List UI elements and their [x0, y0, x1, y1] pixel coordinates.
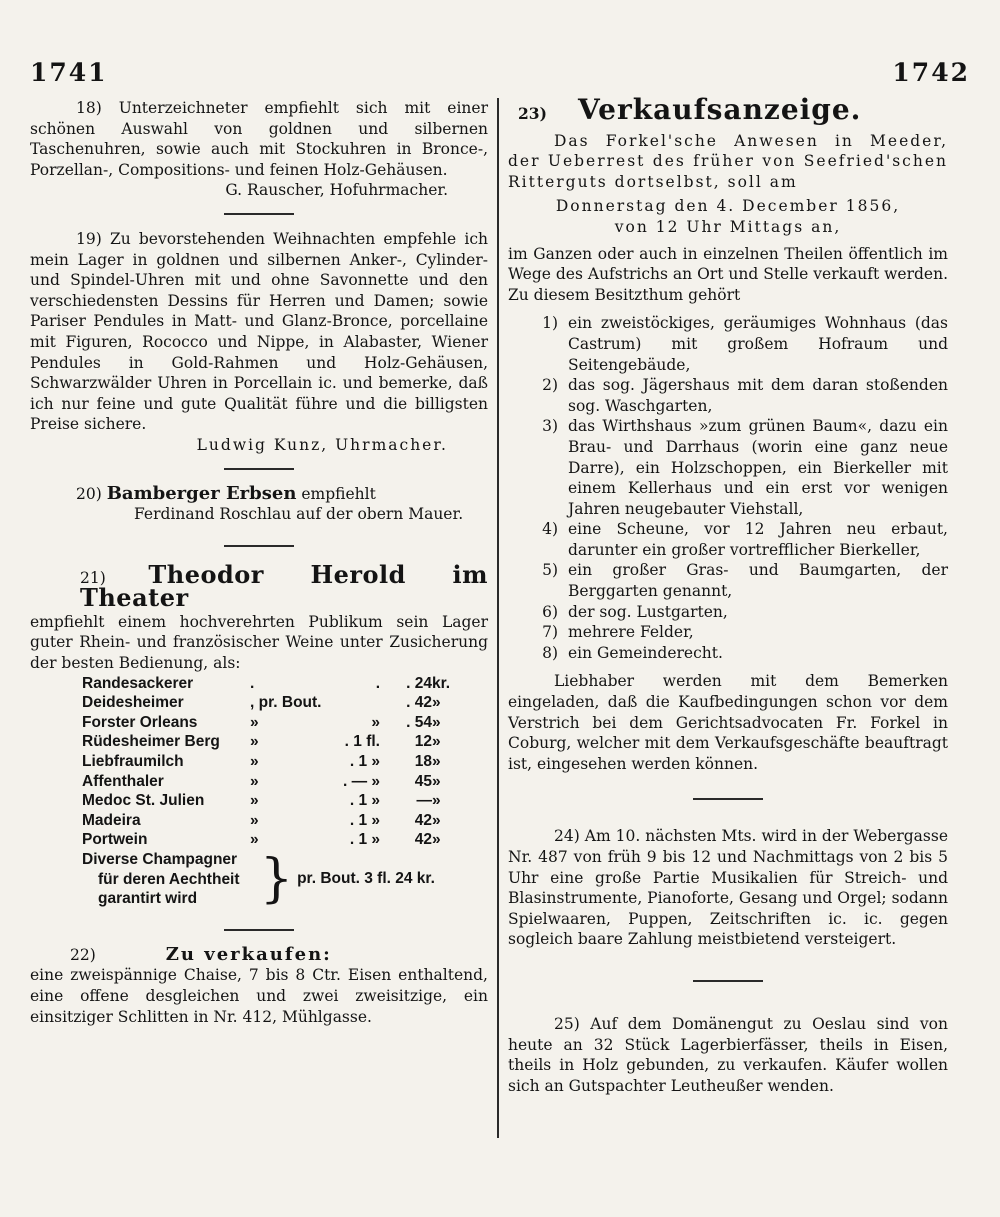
- wine-col1: »: [250, 733, 259, 751]
- wine-unit: »: [432, 733, 441, 751]
- property-item: [508, 602, 948, 623]
- property-item-number: 3): [542, 417, 558, 436]
- separator: [224, 929, 294, 931]
- ad-25: [508, 1014, 948, 1096]
- property-item-text: ein zweistöckiges, geräumiges Wohnhaus (das Castrum) mit großem Hofraum und Seitengebäude,: [568, 314, 948, 374]
- wine-row: [82, 791, 462, 811]
- wine-col2: . 1 »: [349, 831, 380, 849]
- wine-col1: , pr. Bout.: [250, 694, 322, 712]
- ad-23-intro: Das Forkel'sche Anwesen in Meeder, der Ueberrest des früher von Seefried'schen Ritterguts dortselbst, soll am: [508, 131, 948, 191]
- ad-21-text: empfiehlt einem hochverehrten Publikum sein Lager guter Rhein- und französischer Weine unter Zusicherung der besten Bedienung, als:: [30, 612, 488, 673]
- wine-name: Affenthaler: [82, 772, 164, 790]
- ad-20-number: 20): [76, 484, 102, 503]
- ad-23-heading: [508, 93, 948, 126]
- ad-24-body: Am 10. nächsten Mts. wird in der Webergasse Nr. 487 von früh 9 bis 12 und Nachmittags von 2 bis 5 Uhr eine große Partie Musikalien für Streich- und Blasinstrumente, Pianoforte, Gesang und Orgel; sodann Spielwaaren, Puppen, Zeitschriften ic. ic. gegen sogleich baare Zahlung meistbietend versteigert.: [508, 827, 948, 949]
- wine-col3: 18: [414, 753, 432, 771]
- property-item-text: das sog. Jägershaus mit dem daran stoßenden sog. Waschgarten,: [568, 376, 948, 415]
- property-item: [508, 416, 948, 519]
- brace-glyph: }: [260, 849, 294, 909]
- wine-col1: »: [250, 811, 259, 829]
- wine-col1: »: [250, 792, 259, 810]
- ad-24: [508, 826, 948, 950]
- ad-23-time: von 12 Uhr Mittags an,: [614, 217, 842, 236]
- left-column: [30, 98, 488, 1027]
- champagne-price: pr. Bout. 3 fl. 24 kr.: [297, 870, 435, 887]
- property-item-text: der sog. Lustgarten,: [568, 602, 728, 621]
- page-number-right: 1742: [892, 58, 970, 87]
- ad-19-body: Zu bevorstehenden Weihnachten empfehle ich mein Lager in goldnen und silbernen Anker-, Cylinder- und Spindel-Uhren mit und ohne Savonnette und den verschiedensten Dessins für Herren und Damen; sowie Pariser Pendules in Matt- und Glanz-Bronce, porcellaine mit Figuren, Rococco und Nippe, in Alabaster, Wiener Pendules in Gold-Rahmen und Holz-Gehäusen, Schwarzwälder Uhren in Porcellain ic. und bemerke, daß ich nur feine und gute Qualität führe und die billigsten Preise sichere.: [30, 229, 488, 434]
- ad-22-title: Zu verkaufen:: [165, 943, 332, 965]
- property-item-text: mehrere Felder,: [568, 623, 694, 642]
- property-item-number: 4): [542, 520, 558, 539]
- ad-19-signature: Ludwig Kunz, Uhrmacher.: [196, 435, 448, 454]
- ad-21: [30, 559, 488, 909]
- property-item: [508, 560, 948, 601]
- property-list: [508, 313, 948, 663]
- wine-name: Deidesheimer: [82, 694, 184, 712]
- champagne-line: für deren Aechtheit: [98, 870, 240, 888]
- ad-19-number: 19): [76, 229, 102, 248]
- wine-row: [82, 772, 462, 792]
- ad-25-number: 25): [554, 1014, 580, 1033]
- wine-row: [82, 693, 462, 713]
- champagne-name: [82, 850, 260, 909]
- wine-col3: 12: [414, 733, 432, 751]
- ad-18-number: 18): [76, 99, 102, 117]
- ad-23-closing: Liebhaber werden mit dem Bemerken eingeladen, daß die Kaufbedingungen schon vor dem Verstrich bei dem Gerichtsadvocaten Fr. Forkel in Coburg, welcher mit dem Verkaufsgeschäfte beauftragt ist, eingesehen werden können.: [508, 672, 948, 773]
- wine-name: Randesackerer: [82, 674, 194, 692]
- ad-23: [508, 93, 948, 774]
- wine-unit: »: [432, 694, 441, 712]
- wine-name: Liebfraumilch: [82, 753, 184, 771]
- property-item: [508, 375, 948, 416]
- wine-name: Madeira: [82, 811, 141, 829]
- wine-col2: .: [375, 674, 380, 692]
- wine-col3: 45: [414, 772, 432, 790]
- property-item-text: ein großer Gras- und Baumgarten, der Berggarten genannt,: [568, 561, 948, 601]
- ad-23-text2: im Ganzen oder auch in einzelnen Theilen öffentlich im Wege des Aufstrichs an Ort und Stelle verkauft werden. Zu diesem Besitzthum gehört: [508, 244, 948, 304]
- separator: [224, 545, 294, 547]
- property-item-number: 2): [542, 376, 558, 395]
- separator: [693, 798, 763, 800]
- ad-22: [30, 945, 488, 1027]
- ad-23-date: Donnerstag den 4. December 1856,: [555, 197, 901, 216]
- ad-24-text: [508, 826, 948, 950]
- ad-25-text: [508, 1014, 948, 1096]
- ad-24-number: 24): [554, 827, 580, 846]
- wine-row: [82, 674, 462, 694]
- ad-20-line1: [30, 484, 488, 505]
- wine-list: [82, 674, 462, 850]
- ad-23-title: Verkaufsanzeige.: [578, 93, 862, 126]
- separator: [224, 213, 294, 215]
- ad-20-rest: empfiehlt: [296, 484, 376, 503]
- wine-name: Forster Orleans: [82, 713, 198, 731]
- wine-col1: »: [250, 753, 259, 771]
- property-item: [508, 622, 948, 643]
- wine-row: [82, 732, 462, 752]
- wine-col3: . 24: [406, 674, 432, 692]
- wine-name: Portwein: [82, 831, 148, 849]
- wine-name: Medoc St. Julien: [82, 792, 205, 810]
- ad-18-text: [30, 98, 488, 180]
- wine-col1: »: [250, 713, 259, 731]
- property-item-number: 7): [542, 623, 558, 642]
- wine-col1: »: [250, 772, 259, 790]
- page-number-left: 1741: [30, 58, 108, 87]
- wine-unit: »: [432, 713, 441, 731]
- ad-20-line2: Ferdinand Roschlau auf der obern Mauer.: [134, 505, 464, 524]
- ad-18-body: Unterzeichneter empfiehlt sich mit einer schönen Auswahl von goldnen und silbernen Taschenuhren, sowie auch mit Stockuhren in Bronce-, Porzellan-, Compositions- und feinen Holz-Gehäusen.: [30, 99, 488, 179]
- ad-20-bold: Bamberger Erbsen: [106, 482, 297, 504]
- property-item: [508, 313, 948, 375]
- wine-row: [82, 713, 462, 733]
- ad-22-text: eine zweispännige Chaise, 7 bis 8 Ctr. Eisen enthaltend, eine offene desgleichen und zwei zweisitzige, ein einsitziger Schlitten in Nr. 412, Mühlgasse.: [30, 966, 488, 1026]
- wine-col3: . 42: [406, 694, 432, 712]
- property-item-number: 1): [542, 314, 558, 333]
- wine-col2: [328, 693, 380, 713]
- property-item-number: 6): [542, 602, 558, 621]
- ad-18-signature: G. Rauscher, Hofuhrmacher.: [225, 181, 448, 200]
- separator: [693, 980, 763, 982]
- property-item-number: 8): [542, 643, 558, 662]
- column-divider: [497, 98, 499, 1138]
- wine-col2: »: [371, 713, 380, 731]
- ad-22-number: 22): [70, 945, 96, 964]
- property-item-text: ein Gemeinderecht.: [568, 643, 723, 662]
- ad-22-heading: [30, 945, 488, 966]
- wine-col2: . 1 »: [349, 753, 380, 771]
- ad-21-title: Theodor Herold im Theater: [80, 559, 488, 613]
- property-item-text: eine Scheune, vor 12 Jahren neu erbaut, darunter ein großer vortrefflicher Bierkeller,: [568, 520, 948, 559]
- ad-25-body: Auf dem Domänengut zu Oeslau sind von heute an 32 Stück Lagerbierfässer, theils in Eisen, theils in Holz gebunden, zu verkaufen. Käufer wollen sich an Gutspachter Leutheußer wenden.: [508, 1014, 948, 1095]
- champagne-entry: [82, 850, 488, 909]
- ad-21-number: 21): [80, 568, 106, 587]
- wine-col1: .: [250, 674, 255, 692]
- wine-col2: . 1 fl.: [344, 733, 380, 751]
- wine-unit: »: [432, 792, 441, 810]
- champagne-line: Diverse Champagner: [82, 851, 238, 868]
- wine-unit: »: [432, 831, 441, 849]
- champagne-line: garantirt wird: [98, 890, 198, 908]
- ad-19: [30, 229, 488, 456]
- property-item: [508, 519, 948, 560]
- wine-row: [82, 752, 462, 772]
- wine-unit: »: [432, 753, 441, 771]
- property-item-number: 5): [542, 561, 558, 580]
- property-item: [508, 643, 948, 664]
- wine-unit: »: [432, 772, 441, 790]
- wine-col1: »: [250, 831, 259, 849]
- wine-col3: . 54: [406, 713, 432, 731]
- ad-20: [30, 484, 488, 525]
- property-item-text: das Wirthshaus »zum grünen Baum«, dazu ein Brau- und Darrhaus (worin eine ganz neue Darre), ein Holzschoppen, ein Bierkeller mit einem Kellerhaus und ein erst vor wenigen Jahren neugebauter Viehstall,: [568, 417, 948, 518]
- wine-unit: »: [432, 811, 441, 829]
- wine-name: Rüdesheimer Berg: [82, 733, 220, 751]
- ad-18: [30, 98, 488, 201]
- wine-col2: . 1 »: [349, 811, 380, 829]
- wine-col3: 42: [414, 811, 432, 829]
- wine-col3: —: [416, 792, 432, 810]
- wine-row: [82, 811, 462, 831]
- wine-unit: kr.: [432, 674, 451, 692]
- ad-19-text: [30, 229, 488, 435]
- wine-row: [82, 830, 462, 850]
- ad-23-number: 23): [518, 104, 547, 123]
- wine-col2: . 1 »: [349, 792, 380, 810]
- ad-21-heading: [30, 559, 488, 613]
- right-column: [508, 93, 948, 1096]
- wine-col2: . — »: [342, 772, 380, 790]
- wine-col3: 42: [414, 831, 432, 849]
- separator: [224, 468, 294, 470]
